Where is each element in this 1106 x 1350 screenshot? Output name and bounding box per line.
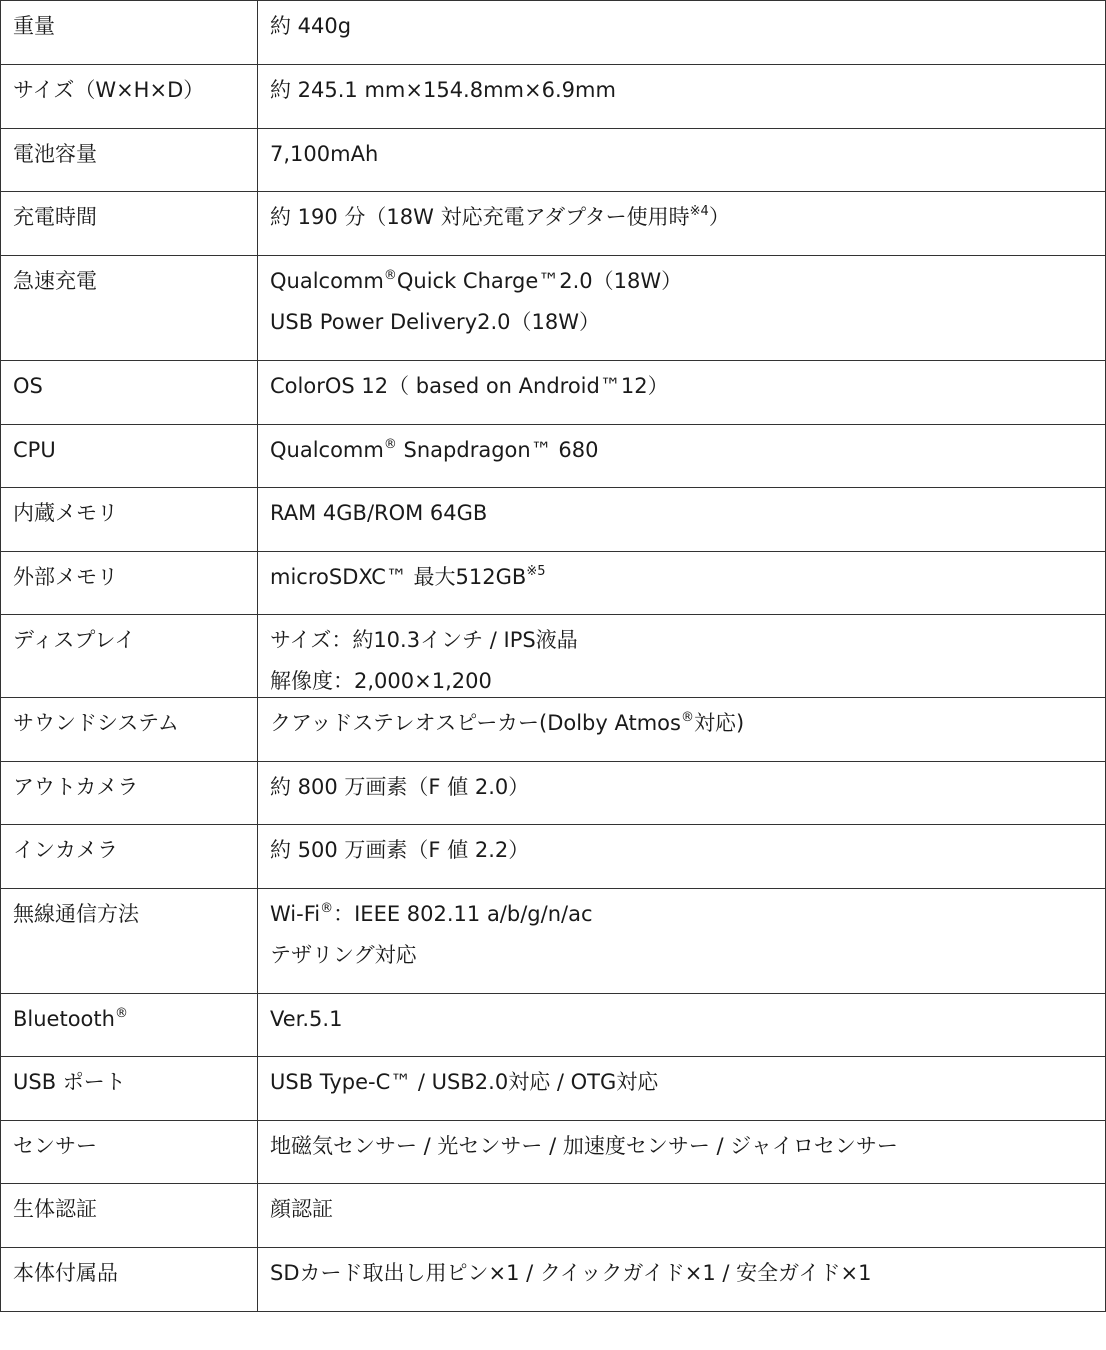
spec-value-text: ：IEEE 802.11 a/b/g/n/ac	[333, 902, 593, 926]
footnote-mark: ®	[320, 901, 334, 916]
spec-label-cell	[1, 1121, 258, 1184]
spec-value-line	[270, 1067, 1093, 1097]
spec-row	[1, 552, 1106, 615]
registered-mark: ®	[114, 1006, 128, 1021]
spec-value-cell	[258, 615, 1106, 698]
spec-label-text: 無線通信方法	[13, 902, 139, 926]
spec-label-cell	[1, 129, 258, 192]
spec-value-line	[270, 1258, 1093, 1288]
spec-value-line	[270, 772, 1093, 802]
spec-row	[1, 129, 1106, 192]
spec-label	[13, 498, 245, 528]
spec-row	[1, 361, 1106, 425]
spec-value-cell	[258, 192, 1106, 256]
spec-label	[13, 11, 245, 41]
spec-value-text: SDカード取出し用ピン×1 / クイックガイド×1 / 安全ガイド×1	[270, 1261, 872, 1285]
spec-value-line	[270, 562, 1093, 592]
spec-label-cell	[1, 65, 258, 129]
spec-label	[13, 371, 245, 401]
spec-label-text: インカメラ	[13, 838, 118, 862]
spec-label	[13, 899, 245, 929]
spec-value-line	[270, 1131, 1093, 1161]
spec-value-cell	[258, 129, 1106, 192]
spec-row	[1, 192, 1106, 256]
spec-value-cell	[258, 889, 1106, 994]
spec-value-line	[270, 1194, 1093, 1224]
spec-label-text: センサー	[13, 1134, 97, 1158]
spec-value-line	[270, 625, 1093, 655]
spec-row	[1, 762, 1106, 825]
spec-label-cell	[1, 192, 258, 256]
spec-label-cell	[1, 994, 258, 1057]
spec-row	[1, 889, 1106, 994]
spec-value-text: 約 800 万画素（F 値 2.0）	[270, 775, 530, 799]
spec-row	[1, 65, 1106, 129]
spec-row	[1, 1248, 1106, 1312]
spec-label-cell	[1, 256, 258, 361]
spec-value-text: 対応)	[693, 711, 745, 735]
spec-value-line	[270, 835, 1093, 865]
spec-label-text: サイズ（W×H×D）	[13, 78, 205, 102]
spec-value-line	[270, 75, 1093, 105]
spec-value-cell	[258, 552, 1106, 615]
footnote-mark: ※4	[689, 204, 709, 219]
spec-row	[1, 256, 1106, 361]
spec-label	[13, 562, 245, 592]
spec-label-cell	[1, 488, 258, 552]
spec-value-text: Wi-Fi	[270, 902, 321, 926]
spec-value-cell	[258, 762, 1106, 825]
spec-label	[13, 708, 245, 738]
spec-label	[13, 266, 245, 296]
spec-row	[1, 488, 1106, 552]
spec-label-text: 本体付属品	[13, 1261, 118, 1285]
spec-label-text: OS	[13, 374, 43, 398]
spec-value-cell	[258, 1121, 1106, 1184]
spec-row	[1, 994, 1106, 1057]
spec-label-cell	[1, 889, 258, 994]
spec-label-cell	[1, 552, 258, 615]
spec-label	[13, 139, 245, 169]
spec-value-text: サイズ：約10.3インチ / IPS液晶	[270, 628, 578, 652]
spec-value-cell	[258, 256, 1106, 361]
spec-label-text: 電池容量	[13, 142, 97, 166]
spec-value-text: テザリング対応	[270, 943, 417, 967]
spec-value-text: 地磁気センサー / 光センサー / 加速度センサー / ジャイロセンサー	[270, 1134, 898, 1158]
spec-label-cell	[1, 762, 258, 825]
spec-value-line	[270, 498, 1093, 528]
spec-value-cell	[258, 1, 1106, 65]
spec-value-line	[270, 139, 1093, 169]
spec-value-line	[270, 899, 1093, 929]
spec-value-cell	[258, 488, 1106, 552]
spec-label-text: 急速充電	[13, 269, 97, 293]
spec-value-text: Ver.5.1	[270, 1007, 343, 1031]
spec-value-text: 約 245.1 mm×154.8mm×6.9mm	[270, 78, 616, 102]
spec-label-text: Bluetooth	[13, 1007, 115, 1031]
spec-row	[1, 425, 1106, 488]
spec-label	[13, 75, 245, 105]
spec-label	[13, 1004, 245, 1034]
spec-label-cell	[1, 615, 258, 698]
spec-value-line	[270, 266, 1093, 296]
spec-value-text: クアッドステレオスピーカー(Dolby Atmos	[270, 711, 681, 735]
spec-value-line	[270, 307, 1093, 337]
spec-row	[1, 1184, 1106, 1248]
spec-label-text: サウンドシステム	[13, 711, 179, 735]
spec-value-line	[270, 371, 1093, 401]
spec-label-cell	[1, 1184, 258, 1248]
spec-value-line	[270, 1004, 1093, 1034]
spec-row	[1, 1121, 1106, 1184]
spec-label-text: 重量	[13, 14, 55, 38]
spec-value-line	[270, 666, 1093, 696]
spec-label	[13, 835, 245, 865]
spec-label-cell	[1, 361, 258, 425]
spec-value-text: 約 500 万画素（F 値 2.2）	[270, 838, 530, 862]
spec-value-text: microSDXC™ 最大512GB	[270, 565, 527, 589]
spec-label-cell	[1, 425, 258, 488]
spec-label-cell	[1, 1057, 258, 1121]
spec-value-text: USB Power Delivery2.0（18W）	[270, 310, 601, 334]
spec-value-cell	[258, 825, 1106, 889]
spec-value-cell	[258, 1057, 1106, 1121]
spec-label-cell	[1, 1248, 258, 1312]
spec-value-cell	[258, 425, 1106, 488]
spec-value-cell	[258, 361, 1106, 425]
spec-label	[13, 625, 245, 655]
spec-label-cell	[1, 825, 258, 889]
spec-label	[13, 1258, 245, 1288]
spec-value-text: 7,100mAh	[270, 142, 379, 166]
spec-value-line	[270, 202, 1093, 232]
spec-label	[13, 1131, 245, 1161]
spec-value-text: 約 440g	[270, 14, 352, 38]
spec-value-line	[270, 940, 1093, 970]
spec-label-text: ディスプレイ	[13, 628, 136, 652]
spec-label-text: 外部メモリ	[13, 565, 118, 589]
spec-value-cell	[258, 994, 1106, 1057]
spec-value-text: Snapdragon™ 680	[396, 438, 599, 462]
footnote-mark: ®	[383, 268, 397, 283]
spec-label-cell	[1, 698, 258, 762]
spec-label	[13, 772, 245, 802]
spec-value-text: 顔認証	[270, 1197, 333, 1221]
spec-value-line	[270, 708, 1093, 738]
spec-row	[1, 1, 1106, 65]
spec-label	[13, 435, 245, 465]
spec-value-text: USB Type-C™ / USB2.0対応 / OTG対応	[270, 1070, 659, 1094]
spec-value-line	[270, 11, 1093, 41]
footnote-mark: ®	[680, 710, 694, 725]
spec-table-body	[1, 1, 1106, 1312]
footnote-mark: ※5	[526, 564, 546, 579]
spec-label-text: 充電時間	[13, 205, 97, 229]
footnote-mark: ®	[383, 437, 397, 452]
spec-value-text: Qualcomm	[270, 269, 384, 293]
spec-value-text: Qualcomm	[270, 438, 384, 462]
spec-value-text: Quick Charge™2.0（18W）	[396, 269, 683, 293]
spec-value-text: 解像度：2,000×1,200	[270, 669, 492, 693]
spec-value-cell	[258, 1248, 1106, 1312]
spec-label	[13, 1194, 245, 1224]
spec-value-cell	[258, 65, 1106, 129]
spec-value-text: 約 190 分（18W 対応充電アダプター使用時	[270, 205, 690, 229]
spec-value-text: ColorOS 12（ based on Android™12）	[270, 374, 669, 398]
spec-value-cell	[258, 698, 1106, 762]
spec-label-text: アウトカメラ	[13, 775, 139, 799]
spec-row	[1, 825, 1106, 889]
spec-label-text: 生体認証	[13, 1197, 97, 1221]
spec-value-line	[270, 435, 1093, 465]
spec-value-cell	[258, 1184, 1106, 1248]
spec-row	[1, 615, 1106, 698]
spec-row	[1, 698, 1106, 762]
spec-label-text: USB ポート	[13, 1070, 126, 1094]
spec-label	[13, 1067, 245, 1097]
spec-label-text: CPU	[13, 438, 56, 462]
spec-value-text: RAM 4GB/ROM 64GB	[270, 501, 488, 525]
spec-label-cell	[1, 1, 258, 65]
spec-label-text: 内蔵メモリ	[13, 501, 118, 525]
spec-value-text: ）	[708, 205, 730, 229]
spec-row	[1, 1057, 1106, 1121]
spec-label	[13, 202, 245, 232]
